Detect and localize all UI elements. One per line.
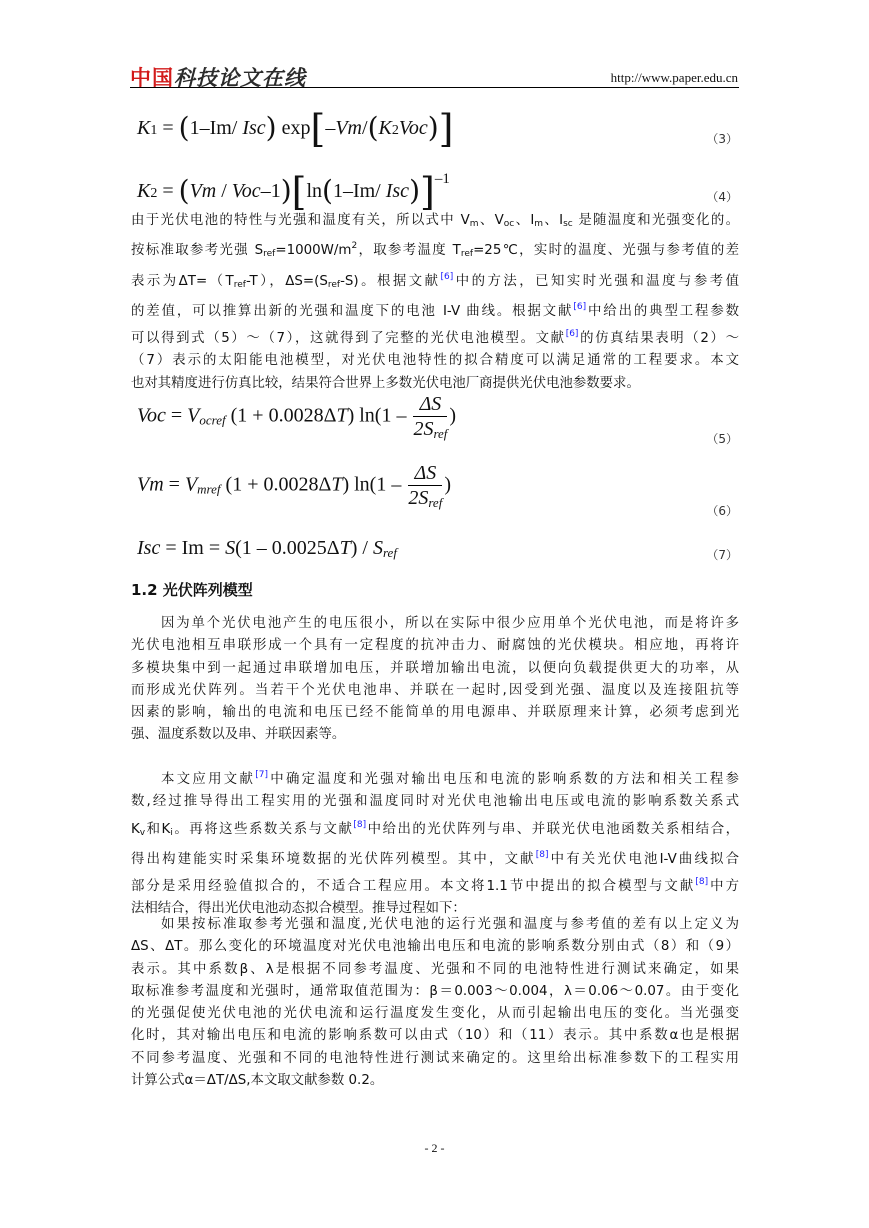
paragraph-coefficients: 如果按标准取参考光强和温度,光伏电池的运行光强和温度与参考值的差有以上定义为 ΔS、ΔT。那么变化的环境温度对光伏电池输出电压和电流的影响系数分别由式（8）和（9） 表示。其中系数β、λ是根据不同参考温度、光强和不同的电池特性进行测试来确定，如果 取标准参考温度和光强时，通常取值范围为：β＝0.003～0.004，λ＝0.06～0.07。由于变化 的光强促使光伏电池的光伏电流和运行温度发生变化，从而引起输出电压的变化。当光强变 化时，其对输出电压和电流的影响系数可以由式（10）和（11）表示。其中系数α也是根据 不同参考温度、光强和不同的电池特性进行测试来确定的。这里给出标准参数下的工程实用 计算公式α＝ΔT/ΔS,本文取文献参数 0.2。: [131, 917, 739, 1089]
journal-logo: 中国科技论文在线: [130, 66, 306, 90]
paragraph-model-description: 由于光伏电池的特性与光强和温度有关，所以式中 $V_m$、$V_{oc}$、$I_m$、$I_{sc}$ 是随温度和光强变化的。 按标准取参考光强 $S_{ref}=1000W/m^2$，取参考温度 $T_{ref}=25℃$，实时的温度、光强与参考值的差 表示为$\Delta T=(T_{ref}-T)$，$\Delta S=(S_{ref}-S)$。根据文献[6]中的方法，已知实时光强和温度与参考值 的差值，可以推算出新的光强和温度下的电池 I-V 曲线。根据文献[6]中给出的典型工程参数 可以得到式（5）～（7），这就得到了完整的光伏电池模型。文献[6]的仿真结果表明（2）～ （7）表示的太阳能电池模型，对光伏电池特性的拟合精度可以满足通常的工程要求。本文 也对其精度进行仿真比较，结果符合世界上多数光伏电池厂商提供光伏电池参数要求。: [131, 213, 740, 391]
equation-3: K1 = (1–Im/ Isc) exp[–Vm/(K2Voc)]: [137, 107, 454, 151]
equation-7: Isc = $Im = S(1 - 0.0025\Delta T) / S_{ref}$: [137, 537, 397, 560]
header-url[interactable]: http://www.paper.edu.cn: [610, 70, 738, 85]
equation-number: （7）: [706, 548, 738, 562]
equation-number: （4）: [706, 190, 738, 204]
paragraph-method: 本文应用文献[7]中确定温度和光强对输出电压和电流的影响系数的方法和相关工程参 数,经过推导得出工程实用的光强和温度同时对光伏电池输出电压或电流的影响系数关系式 $K_v$和$K_i$。再将这些系数关系与文献[8]中给出的光伏阵列与串、并联光伏电池函数关系相结合， 得出构建能实时采集环境数据的光伏阵列模型。其中，文献[8]中有关光伏电池I-V曲线拟合 部分是采用经验值拟合的，不适合工程应用。本文将1.1节中提出的拟合模型与文献[8]中方 法相结合，得出光伏电池动态拟合模型。推导过程如下：: [131, 770, 740, 917]
equation-number: （6）: [706, 504, 738, 518]
equation-number: （3）: [706, 132, 738, 146]
section-title: 1.2 光伏阵列模型: [131, 581, 253, 599]
equation-number: （5）: [706, 432, 738, 446]
equation-5: Voc = $V_{ocref}$ (1 + 0.0028ΔT) ln(1 – $\frac{\Delta S}{2S_{ref}}$ ): [137, 393, 457, 441]
paragraph-pv-array: 因为单个光伏电池产生的电压很小，所以在实际中很少应用单个光伏电池，而是将许多 光伏电池相互串联形成一个具有一定程度的抗冲击力、耐腐蚀的光伏模块。相应地，再将许 多模块集中到一起通过串联增加电压，并联增加输出电流，以便向负载提供更大的功率，从 而形成光伏阵列。当若干个光伏电池串、并联在一起时,因受到光强、温度以及连接阻抗等 因素的影响，输出的电流和电压已经不能简单的用电源串、并联原理来计算，必须考虑到光 强、温度系数以及串、并联因素等。: [131, 616, 739, 743]
equation-4: K2 = (Vm / Voc–1)[ln(1–Im/ Isc)]$^{-1}$: [137, 170, 450, 214]
page-number: - 2 -: [424, 1141, 445, 1155]
equation-6: $Vm = V_{mref}$ (1 + 0.0028ΔT) ln(1 – $\frac{\Delta S}{2S_{ref}}$ ): [137, 462, 451, 510]
header-rule: [130, 87, 739, 88]
